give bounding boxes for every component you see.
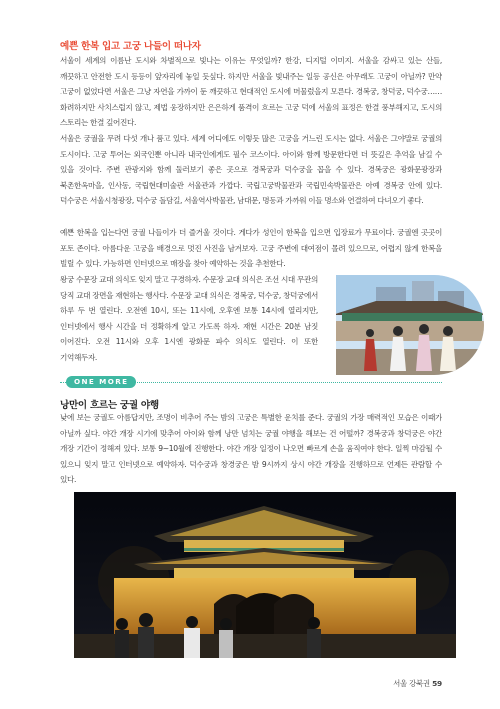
- night-palace-photo: [74, 492, 456, 658]
- footer-section-label: 서울 강북권: [393, 679, 430, 688]
- page-footer: [370, 678, 442, 689]
- one-more-divider: [60, 376, 442, 388]
- body-paragraph: 서울은 궁궐을 무려 다섯 개나 품고 있다. 세계 어디에도 이렇듯 많은 고궁을 거느린 도시는 없다. 서울은 그야말로 궁궐의 도시이다. 고궁 투어는 외국인뿐 아니라 내국인에게도 필수 코스이다. 아이와 함께 방문한다면 더 뜻깊은 추억을 남길 수 있을 것이다. 주변 관광지와 함께 둘러보기 좋은 곳으로 경복궁과 덕수궁을 꼽을 수 있다. 경복궁은 광화문광장과 북촌한옥마을, 인사동, 국립현대미술관 서울관과 가깝다. 국립고궁박물관과 국립민속박물관은 아예 경복궁 안에 있다. 덕수궁은 서울시청광장, 덕수궁 돌담길, 서울역사박물관, 남대문, 명동과 가까워 이들 명소와 연결하여 다녀오기 좋다.: [60, 134, 442, 205]
- section-heading-night-tour: 낭만이 흐르는 궁궐 야행: [60, 400, 159, 411]
- page-number: 59: [432, 679, 442, 688]
- section-heading-hanbok: 예쁜 한복 입고 고궁 나들이 떠나자: [60, 41, 201, 52]
- guard-ceremony-photo: [336, 275, 484, 375]
- one-more-label: ONE MORE: [66, 376, 136, 388]
- body-paragraph: 예쁜 한복을 입는다면 궁궐 나들이가 더 즐거울 것이다. 게다가 성인이 한복을 입으면 입장료가 무료이다. 궁궐엔 곳곳이 포토 존이다. 아름다운 고궁을 배경으로 멋진 사진을 남겨보자. 고궁 주변에 대여점이 몰려 있으므로, 어렵지 않게 한복을 빌릴 수 있다. 가능하면 인터넷으로 매장을 찾아 예약하는 것을 추천한다.: [60, 228, 442, 268]
- body-paragraph: 서울이 세계의 이름난 도시와 차별적으로 빛나는 이유는 무엇일까? 한강, 디지털 이미지. 서울을 감싸고 있는 산들, 깨끗하고 안전한 도시 등등이 앞자리에 놓일 듯싶다. 하지만 서울을 빛내주는 일등 공신은 아무래도 고궁이 아닐까? 만약 고궁이 없었다면 서울은 그냥 자연을 가까이 둔 깨끗하고 현대적인 도시에 머물렀을지 모른다. 경복궁, 창덕궁, 덕수궁…… 화려하지만 사치스럽지 않고, 제법 웅장하지만 은은하게 품격이 흐르는 고궁 덕에 서울의 표정은 한결 풍부해지고, 도시의 스토리는 한결 깊어진다.: [60, 56, 442, 127]
- night-palace-illustration: [74, 492, 456, 658]
- night-tour-paragraph: 낮에 보는 궁궐도 아름답지만, 조명이 비추어 주는 밤의 고궁은 특별한 운치를 준다. 궁궐의 가장 매력적인 모습은 이때가 아닐까 싶다. 야간 개장 시기에 맞추어 아이와 함께 낭만 넘치는 궁궐 야행을 해보는 건 어떨까? 경복궁과 창덕궁은 야간 개장 기간이 정해져 있다. 보통 9~10월에 진행한다. 야간 개장 일정이 나오면 빠르게 손을 움직여야 한다. 일찍 마감될 수 있으니 잊지 말고 인터넷으로 예약하자. 덕수궁과 창경궁은 밤 9시까지 상시 야간 개장을 진행하므로 언제든 관람할 수 있다.: [60, 413, 442, 484]
- guard-ceremony-paragraph: 왕궁 수문장 교대 의식도 잊지 말고 구경하자. 수문장 교대 의식은 조선 시대 무관의 당직 교대 장면을 재현하는 행사다. 수문장 교대 의식은 경복궁, 덕수궁, 창덕궁에서 하루 두 번 열린다. 오전엔 10시, 또는 11시에, 오후엔 보통 14시에 열리지만, 인터넷에서 행사 시간을 더 정확하게 알고 가도록 하자. 재현 시간은 20분 남짓 이어진다. 오전 11시와 오후 1시엔 광화문 파수 의식도 열린다. 이 또한 기억해두자.: [60, 275, 318, 362]
- guard-ceremony-illustration: [336, 275, 484, 375]
